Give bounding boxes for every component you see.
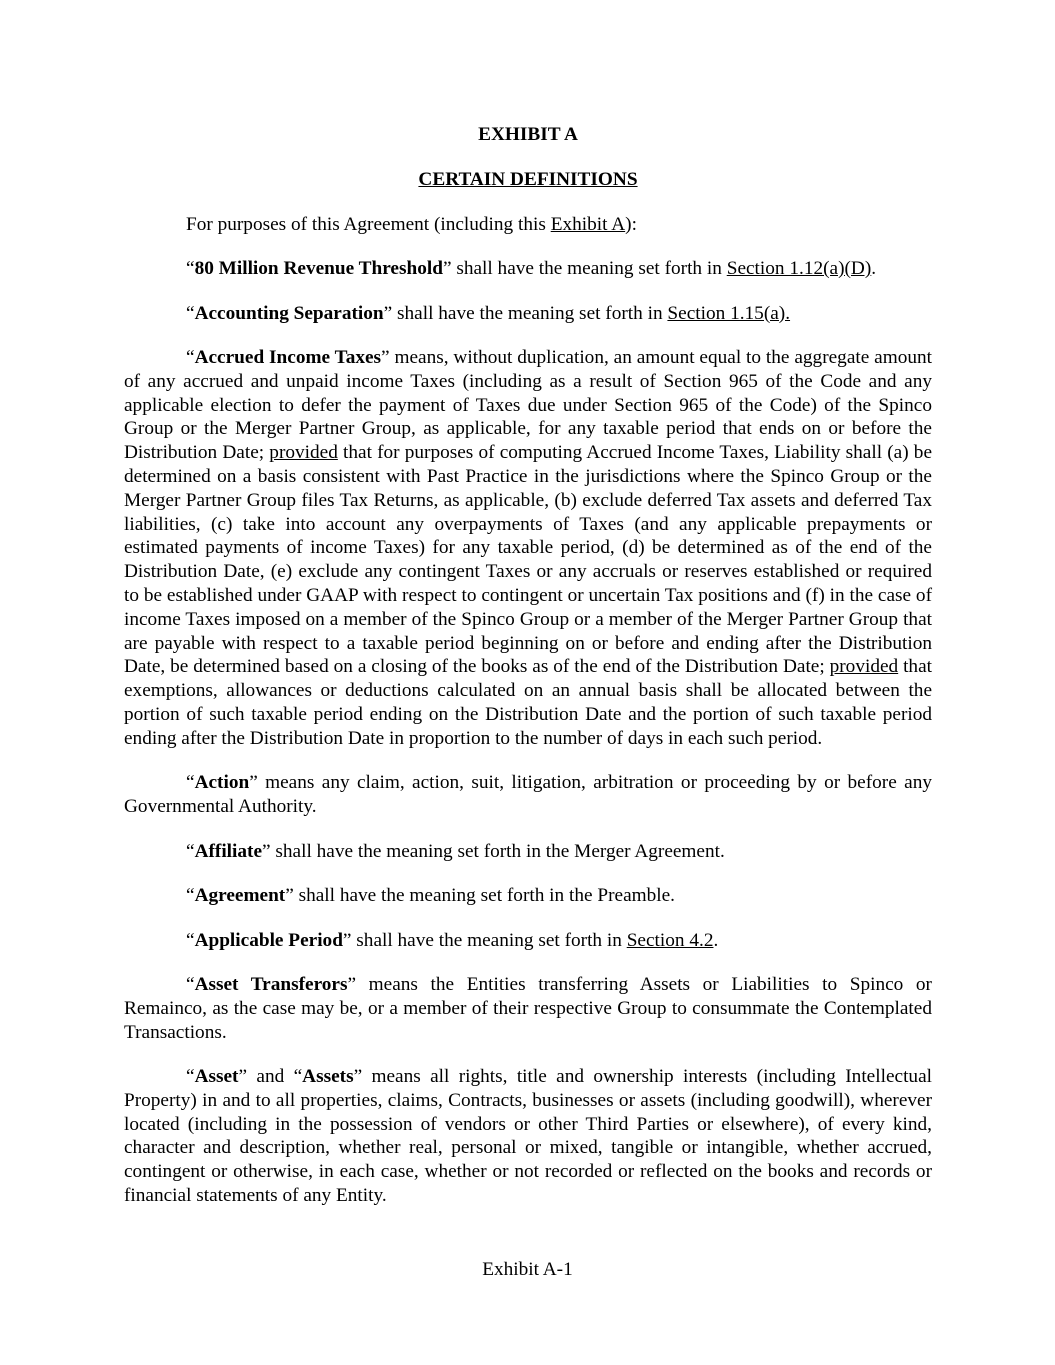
definition-affiliate: “Affiliate” shall have the meaning set forth in the Merger Agreement.: [186, 840, 725, 862]
definition-asset-transferors: “Asset Transferors” means the Entities transferring Assets or Liabilities to Spinco or Remainco, as the case may be, or a member of their respective Group to consummate the Contemplated Transactions.: [124, 974, 932, 1043]
definition-agreement: “Agreement” shall have the meaning set forth in the Preamble.: [186, 885, 676, 907]
definition-accrued-income-taxes: “Accrued Income Taxes” means, without duplication, an amount equal to the aggregate amount of any accrued and unpaid income Taxes (including as a result of Section 965 of the Code and any applicable election to defer the payment of Taxes due under Section 965 of the Code) of the Spinco Group or the Merger Partner Group, as applicable, for any taxable period that ends on or before the Distribution Date; provided that for purposes of computing Accrued Income Taxes, Liability shall (a) be determined on a basis consistent with Past Practice in the jurisdictions where the Spinco Group or the Merger Partner Group files Tax Returns, as applicable, (b) exclude deferred Tax assets and deferred Tax liabilities, (c) take into account any overpayments of Taxes (and any applicable prepayments or estimated payments of income Taxes) for any taxable period, (d) be determined as of the end of the Distribution Date, (e) exclude any contingent Taxes or any accruals or reserves established or required to be established under GAAP with respect to contingent or uncertain Tax positions and (f) in the case of income Taxes imposed on a member of the Spinco Group or a member of the Merger Partner Group that are payable with respect to a taxable period beginning on or before and ending after the Distribution Date, be determined based on a closing of the books as of the end of the Distribution Date; provided that exemptions, allowances or deductions calculated on an annual basis shall be allocated between the portion of such taxable period ending on the Distribution Date and the portion of such taxable period ending after the Distribution Date in proportion to the number of days in each such period.: [124, 347, 932, 749]
definition-text-end: .: [713, 929, 719, 951]
definition-80-million-revenue-threshold: “80 Million Revenue Threshold” shall have the meaning set forth in Section 1.12(a)(D).: [186, 258, 877, 280]
proviso-term: provided: [829, 656, 899, 678]
defined-term: Agreement: [194, 885, 286, 907]
document-page: [124, 123, 932, 1229]
section-reference-link[interactable]: Section 4.2: [626, 929, 714, 951]
definition-text: ” means any claim, action, suit, litigation, arbitration or proceeding by or before any Governmental Authority.: [124, 772, 932, 818]
definition-action: “Action” means any claim, action, suit, litigation, arbitration or proceeding by or before any Governmental Authority.: [124, 772, 932, 818]
definition-text: that exemptions, allowances or deductions calculated on an annual basis shall be allocated between the portion of such taxable period ending on the Distribution Date and the portion of such taxable period ending after the Distribution Date in proportion to the number of days in each such period.: [124, 656, 932, 749]
definition-text: ” shall have the meaning set forth in: [442, 258, 727, 280]
exhibit-heading: EXHIBIT A: [478, 124, 578, 145]
definition-text: that for purposes of computing Accrued Income Taxes, Liability shall (a) be determined on a basis consistent with Past Practice in the jurisdictions where the Spinco Group or the Merger Partner Group files Tax Returns, as applicable, (b) exclude deferred Tax assets and deferred Tax liabilities, (c) take into account any overpayments of Taxes (and any applicable prepayments or estimated payments of income Taxes) for any taxable period, (d) be determined as of the end of the Distribution Date, (e) exclude any contingent Taxes or any accruals or reserves established or required to be established under GAAP with respect to contingent or uncertain Tax positions and (f) in the case of income Taxes imposed on a member of the Spinco Group or a member of the Merger Partner Group that are payable with respect to a taxable period beginning on or before and ending after the Distribution Date, be determined based on a closing of the books as of the end of the Distribution Date;: [124, 442, 932, 678]
definition-text: ” means, without duplication, an amount equal to the aggregate amount of any accrued and unpaid income Taxes (including as a result of Section 965 of the Code and any applicable election to defer the payment of Taxes due under Section 965 of the Code) of the Spinco Group or the Merger Partner Group, as applicable, for any taxable period that ends on or before the Distribution Date;: [124, 347, 932, 464]
defined-term: Asset: [194, 1066, 239, 1088]
definition-text: ” means all rights, title and ownership interests (including Intellectual Property) in and to all properties, claims, Contracts, businesses or assets (including goodwill), wherever located (including in the possession of vendors or other Third Parties or elsewhere), of every kind, character and description, whether real, personal or mixed, tangible or intangible, whether accrued, contingent or otherwise, in each case, whether or not recorded or reflected on the books and records or financial statements of any Entity.: [124, 1066, 932, 1207]
proviso-term: provided: [269, 442, 338, 464]
defined-term: Applicable Period: [194, 929, 343, 951]
definition-text: ” shall have the meaning set forth in: [383, 302, 668, 324]
intro-text: For purposes of this Agreement (including this: [186, 213, 551, 235]
definition-accounting-separation: “Accounting Separation” shall have the meaning set forth in Section 1.15(a).: [186, 302, 791, 324]
defined-term: Accounting Separation: [194, 302, 384, 324]
section-reference-link[interactable]: Section 1.12(a)(D): [726, 258, 872, 280]
page-footer: Exhibit A-1: [482, 1259, 573, 1280]
defined-term: Assets: [302, 1066, 354, 1088]
definition-text: ” means the Entities transferring Assets or Liabilities to Spinco or Remainco, as the case may be, or a member of their respective Group to consummate the Contemplated Transactions.: [124, 974, 932, 1043]
definition-text: ” shall have the meaning set forth in the Merger Agreement.: [262, 840, 725, 862]
intro-paragraph: [124, 213, 932, 237]
defined-term: 80 Million Revenue Threshold: [194, 258, 443, 280]
defined-term: Asset Transferors: [194, 974, 348, 996]
defined-term: Accrued Income Taxes: [194, 347, 382, 369]
defined-term: Action: [194, 772, 250, 794]
definition-text-end: .: [871, 258, 877, 280]
section-title: CERTAIN DEFINITIONS: [418, 168, 638, 190]
definition-text: ” shall have the meaning set forth in: [342, 929, 627, 951]
defined-term: Affiliate: [194, 840, 263, 862]
exhibit-reference-link[interactable]: Exhibit A: [550, 213, 626, 235]
intro-text-end: ):: [625, 213, 637, 235]
definition-applicable-period: “Applicable Period” shall have the meaning set forth in Section 4.2.: [186, 929, 719, 951]
definition-text: ” shall have the meaning set forth in the Preamble.: [285, 885, 676, 907]
section-reference-link[interactable]: Section 1.15(a).: [667, 302, 791, 324]
definition-text: ” and “: [238, 1066, 303, 1088]
definition-assets: “Asset” and “Assets” means all rights, title and ownership interests (including Intellectual Property) in and to all properties, claims, Contracts, businesses or assets (including goodwill), wherever located (including in the possession of vendors or other Third Parties or elsewhere), of every kind, character and description, whether real, personal or mixed, tangible or intangible, whether accrued, contingent or otherwise, in each case, whether or not recorded or reflected on the books and records or financial statements of any Entity.: [124, 1066, 932, 1207]
